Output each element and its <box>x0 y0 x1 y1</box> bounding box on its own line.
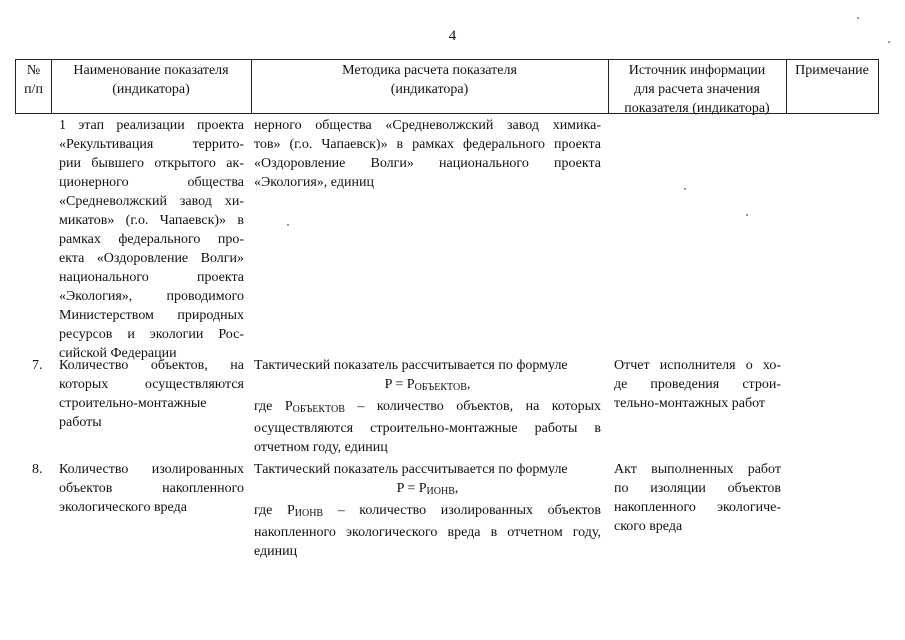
text-line: отчетном году, единиц <box>254 440 388 455</box>
header-name-line: Наименование показателя <box>73 63 229 78</box>
header-method-line: (индикатора) <box>390 82 469 97</box>
text-line: «Оздоровление Волги» национального проекта <box>254 156 601 171</box>
header-source-line: показателя (индикатора) <box>624 101 770 116</box>
page-number: 4 <box>448 28 457 44</box>
text-line: «Средневолжский завод хи- <box>59 194 244 209</box>
scan-speck <box>888 41 890 43</box>
text-line: Количество изолированных <box>59 462 244 477</box>
scan-speck <box>746 214 748 216</box>
header-note-line: Примечание <box>795 63 869 78</box>
header-num <box>16 60 51 113</box>
row8-source <box>614 460 781 536</box>
text-line: тельно-монтажных работ <box>614 396 766 411</box>
text-line: ционерного общества <box>59 175 244 190</box>
row7-name <box>59 356 244 432</box>
row8-method <box>254 460 601 561</box>
row7-formula: $P = P_{ОБЪЕКТОВ}$, <box>384 377 471 393</box>
row7-source <box>614 356 781 413</box>
text-line: ресурсов и экологии Рос- <box>59 327 244 342</box>
row8-name <box>59 460 244 517</box>
header-method <box>251 60 608 113</box>
header-name <box>51 60 251 113</box>
row8-num: 8. <box>32 462 43 477</box>
text-line: строительно-монтажные <box>59 396 207 411</box>
row8-where: где $P_{ИОНВ}$ – количество изолированных объектов <box>254 503 601 519</box>
text-line: 1 этап реализации проекта <box>59 118 244 133</box>
table-header <box>15 59 879 114</box>
text-line: «Экология», проводимого <box>59 289 244 304</box>
text-line: национального проекта <box>59 270 244 285</box>
text-line: единиц <box>254 544 298 559</box>
scan-speck <box>287 224 289 226</box>
text-line: де проведения строи- <box>614 377 781 392</box>
text-line: сийской Федерации <box>59 346 177 361</box>
text-line: Тактический показатель рассчитывается по формуле <box>254 462 568 477</box>
text-line: работы <box>59 415 102 430</box>
text-line: накопленного экологического вреда в отчетном году, <box>254 525 601 540</box>
text-line: которых осуществляются <box>59 377 244 392</box>
row7-num: 7. <box>32 358 43 373</box>
text-line: объектов накопленного <box>59 481 244 496</box>
header-source <box>608 60 786 116</box>
text-line: нерного общества «Средневолжский завод химика- <box>254 118 601 133</box>
text-line: Отчет исполнителя о хо- <box>614 358 781 373</box>
scan-speck <box>684 188 686 190</box>
header-method-line: Методика расчета показателя <box>342 63 517 78</box>
text-line: Акт выполненных работ <box>614 462 781 477</box>
header-name-line: (индикатора) <box>112 82 190 97</box>
text-line: рамках федерального про- <box>59 232 244 247</box>
text-line: по изоляции объектов <box>614 481 781 496</box>
header-note <box>786 60 878 113</box>
scan-speck <box>857 17 859 19</box>
text-line: экологического вреда <box>59 500 187 515</box>
row8-formula: $P = P_{ИОНВ}$, <box>396 481 459 497</box>
text-line: накопленного экологиче- <box>614 500 781 515</box>
text-line: «Рекультивация террито- <box>59 137 244 152</box>
text-line: Количество объектов, на <box>59 358 244 373</box>
text-line: ского вреда <box>614 519 683 534</box>
text-line: «Экология», единиц <box>254 175 374 190</box>
row7-where: где $P_{ОБЪЕКТОВ}$ – количество объектов, на которых <box>254 399 601 415</box>
header-num-line: п/п <box>24 82 43 97</box>
text-line: тов» (г.о. Чапаевск)» в рамках федерального проекта <box>254 137 601 152</box>
text-line: екта «Оздоровление Волги» <box>59 251 244 266</box>
header-source-line: Источник информации <box>628 63 766 78</box>
text-line: осуществляются строительно-монтажные работы в <box>254 421 601 436</box>
row-cont-name <box>59 116 244 363</box>
text-line: микатов» (г.о. Чапаевск)» в <box>59 213 244 228</box>
header-num-line: № <box>26 63 41 78</box>
row-cont-method <box>254 116 601 192</box>
text-line: Министерством природных <box>59 308 244 323</box>
text-line: рии бывшего открытого ак- <box>59 156 244 171</box>
text-line: Тактический показатель рассчитывается по формуле <box>254 358 568 373</box>
row7-method <box>254 356 601 457</box>
header-source-line: для расчета значения <box>634 82 760 97</box>
